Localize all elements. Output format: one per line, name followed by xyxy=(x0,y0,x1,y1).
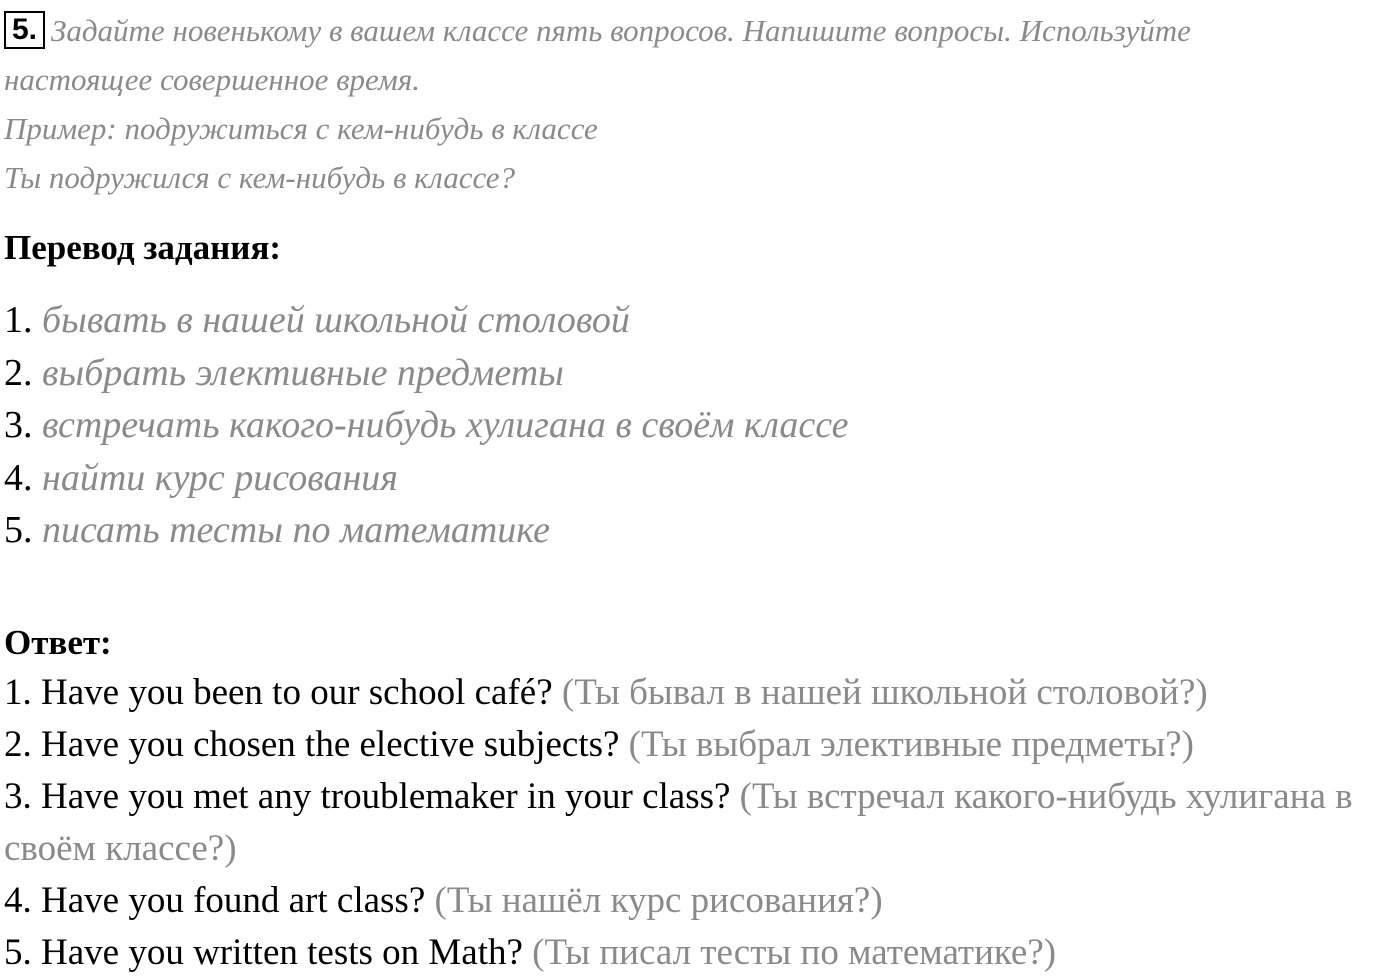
answer-heading: Ответ: xyxy=(4,622,112,662)
answer-item xyxy=(4,875,1398,927)
translation-item xyxy=(4,399,1398,452)
item-text: бывать в нашей школьной столовой xyxy=(42,299,630,341)
answer-number: 4. xyxy=(4,879,32,921)
exercise-number-badge: 5. xyxy=(4,11,45,49)
answer-russian: (Ты писал тесты по математике?) xyxy=(532,931,1057,973)
translation-list xyxy=(4,294,1398,557)
answer-english: Have you met any troublemaker in your class? xyxy=(41,775,731,817)
item-number: 3. xyxy=(4,404,33,446)
instruction-line xyxy=(4,6,1398,55)
translation-item xyxy=(4,504,1398,557)
answer-english: Have you found art class? xyxy=(41,879,426,921)
answer-list xyxy=(4,667,1398,979)
item-number: 1. xyxy=(4,299,33,341)
example-prompt: Пример: подружиться с кем-нибудь в классе xyxy=(4,111,598,146)
answer-number: 1. xyxy=(4,671,32,713)
item-text: встречать какого-нибудь хулигана в своём классе xyxy=(42,404,849,446)
translation-item xyxy=(4,294,1398,347)
instruction-text: Задайте новенькому в вашем классе пять вопросов. Напишите вопросы. Используйте xyxy=(51,13,1191,48)
answer-item xyxy=(4,719,1398,771)
example-answer: Ты подружился с кем-нибудь в классе? xyxy=(4,160,516,195)
answer-russian: (Ты выбрал элективные предметы?) xyxy=(628,723,1195,765)
answer-item xyxy=(4,771,1398,875)
item-text: выбрать элективные предметы xyxy=(42,351,564,394)
exercise-page xyxy=(4,0,1398,979)
item-text: найти курс рисования xyxy=(42,456,398,499)
instruction-line-continued: настоящее совершенное время. xyxy=(4,62,420,97)
translation-item xyxy=(4,452,1398,505)
translation-heading: Перевод задания: xyxy=(4,228,282,267)
answer-english: Have you been to our school café? xyxy=(41,671,553,713)
answer-russian: (Ты нашёл курс рисования?) xyxy=(434,879,883,921)
answer-english: Have you chosen the elective subjects? xyxy=(41,723,620,765)
exercise-task xyxy=(4,6,1398,202)
item-number: 4. xyxy=(4,456,33,499)
item-number: 2. xyxy=(4,351,33,394)
answer-number: 2. xyxy=(4,723,32,765)
item-text: писать тесты по математике xyxy=(42,509,550,551)
answer-russian: (Ты бывал в нашей школьной столовой?) xyxy=(561,671,1208,713)
item-number: 5. xyxy=(4,509,33,551)
answer-number: 5. xyxy=(4,931,32,973)
answer-item xyxy=(4,667,1398,719)
answer-number: 3. xyxy=(4,775,32,817)
answer-english: Have you written tests on Math? xyxy=(41,931,523,973)
answer-russian: (Ты встречал какого-нибудь хулигана в своём классе?) xyxy=(4,775,1353,869)
translation-item xyxy=(4,347,1398,400)
